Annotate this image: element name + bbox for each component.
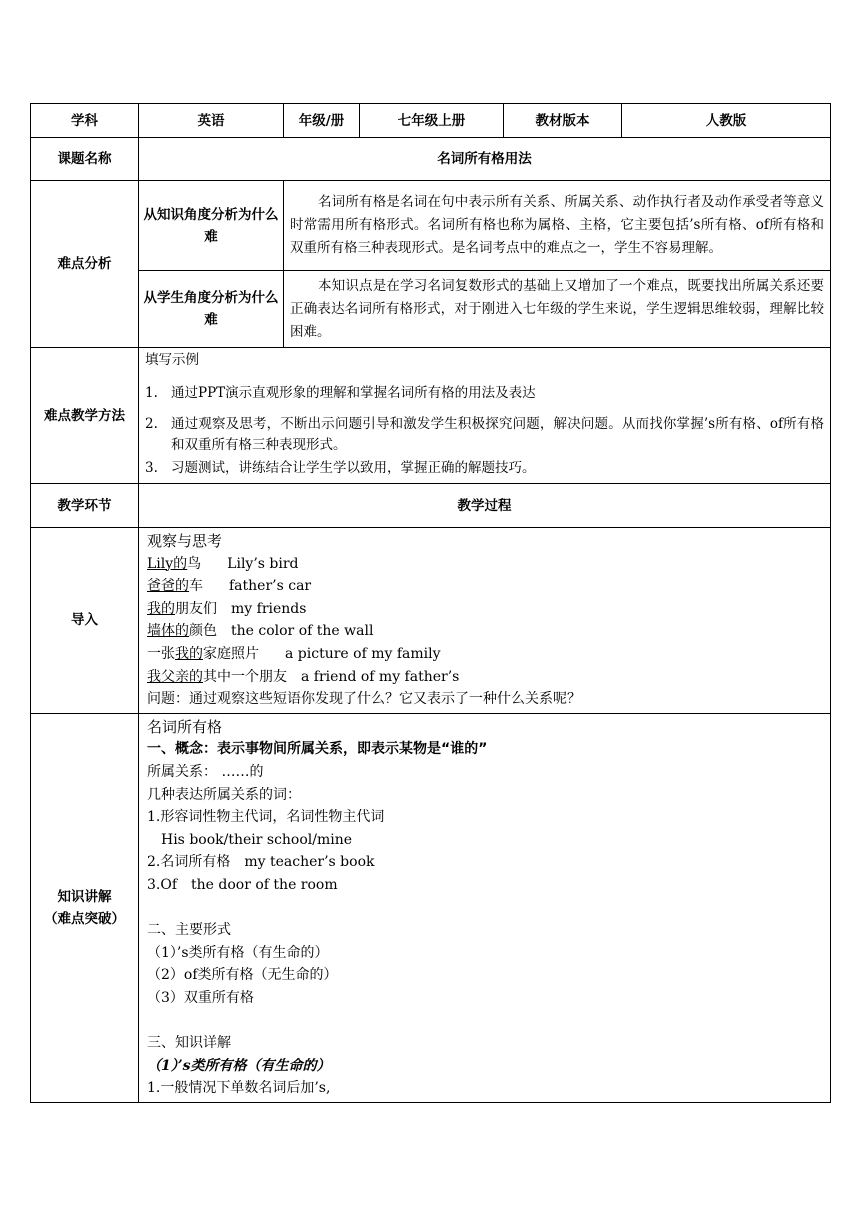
intro-example: 墙体的颜色 the color of the wall (147, 623, 374, 640)
intro-example: Lily的鸟 Lily’s bird (147, 555, 299, 572)
difficulty-knowledge-row (31, 181, 831, 271)
word-type-2: 2.名词所有格 my teacher’s book (147, 854, 375, 871)
method-label: 难点教学方法 (31, 348, 139, 484)
edition-value: 人教版 (622, 104, 831, 138)
header-row (31, 104, 831, 138)
method-item: 3. 习题测试，讲练结合让学生学以致用，掌握正确的解题技巧。 (145, 460, 536, 476)
example-label: 填写示例 (145, 352, 199, 368)
detail-rule-1: 1.一般情况下单数名词后加’s, (147, 1080, 331, 1097)
lesson-plan-table (30, 103, 831, 1103)
detail-subtitle: （1）’s类所有格（有生命的） (147, 1057, 331, 1074)
intro-example: 我的朋友们 my friends (147, 600, 307, 617)
intro-heading: 观察与思考 (147, 532, 223, 550)
intro-content (139, 528, 831, 714)
detail-title: 三、知识详解 (147, 1035, 231, 1052)
subject-label: 学科 (31, 104, 139, 138)
intro-question: 问题：通过观察这些短语你发现了什么？它又表示了一种什么关系呢？ (147, 691, 581, 708)
process-title: 教学过程 (139, 484, 831, 528)
knowledge-label (31, 713, 139, 1102)
process-header-row (31, 484, 831, 528)
student-paragraph: 本知识点是在学习名词复数形式的基础上又增加了一个难点，既要找出所属关系还要正确表达名词所有格形式，对于刚进入七年级的学生来说，学生逻辑思维较弱，理解比较困难。 (290, 277, 824, 340)
edition-label: 教材版本 (504, 104, 622, 138)
form-3: （3）双重所有格 (147, 989, 254, 1006)
method-item: 2. 通过观察及思考，不断出示问题引导和激发学生积极探究问题，解决问题。从而找你掌握’s所有格、of所有格和双重所有格三种表现形式。 (145, 416, 824, 453)
intro-row (31, 528, 831, 714)
topic-value: 名词所有格用法 (139, 138, 831, 181)
intro-example: 一张我的家庭照片 a picture of my family (147, 645, 441, 662)
forms-title: 二、主要形式 (147, 922, 231, 939)
knowledge-row (31, 713, 831, 1102)
intro-example: 爸爸的车 father’s car (147, 578, 312, 595)
knowledge-title: 名词所有格 (147, 717, 223, 736)
concept-line: 一、概念：表示事物间所属关系，即表示某物是“谁的” (147, 741, 488, 758)
grade-label: 年级/册 (284, 104, 360, 138)
word-type-3: 3.Of the door of the room (147, 876, 338, 893)
word-type-1-example: His book/their school/mine (161, 831, 353, 848)
method-item: 1. 通过PPT演示直观形象的理解和掌握名词所有格的用法及表达 (145, 385, 536, 401)
method-row (31, 348, 831, 484)
knowledge-label-line2: （难点突破） (44, 910, 125, 927)
difficulty-student-row (31, 271, 831, 348)
relation-line: 所属关系： ……的 (147, 763, 264, 780)
intro-example: 我父亲的其中一个朋友 a friend of my father’s (147, 668, 460, 685)
method-content (139, 348, 831, 484)
blank-line (147, 1009, 822, 1032)
words-intro: 几种表达所属关系的词： (147, 786, 301, 803)
topic-label: 课题名称 (31, 138, 139, 181)
difficulty-label: 难点分析 (31, 181, 139, 348)
grade-value: 七年级上册 (360, 104, 504, 138)
intro-label: 导入 (31, 528, 139, 714)
method-list (145, 383, 824, 479)
knowledge-angle-text (284, 181, 831, 271)
word-type-1: 1.形容词性物主代词，名词性物主代词 (147, 809, 385, 826)
process-step-label: 教学环节 (31, 484, 139, 528)
knowledge-angle-label: 从知识角度分析为什么难 (139, 181, 284, 271)
knowledge-paragraph: 名词所有格是名词在句中表示所有关系、所属关系、动作执行者及动作承受者等意义时常需用所有格形式。名词所有格也称为属格、主格，它主要包括’s所有格、of所有格和双重所有格三种表现形式。是名词考点中的难点之一，学生不容易理解。 (290, 194, 824, 256)
student-angle-text (284, 271, 831, 348)
subject-value: 英语 (139, 104, 284, 138)
student-angle-label: 从学生角度分析为什么难 (139, 271, 284, 348)
form-1: （1）’s类所有格（有生命的） (147, 944, 329, 961)
knowledge-content (139, 713, 831, 1102)
blank-line (147, 897, 822, 920)
topic-row (31, 138, 831, 181)
knowledge-label-line1: 知识讲解 (57, 888, 112, 905)
form-2: （2）of类所有格（无生命的） (147, 967, 338, 984)
